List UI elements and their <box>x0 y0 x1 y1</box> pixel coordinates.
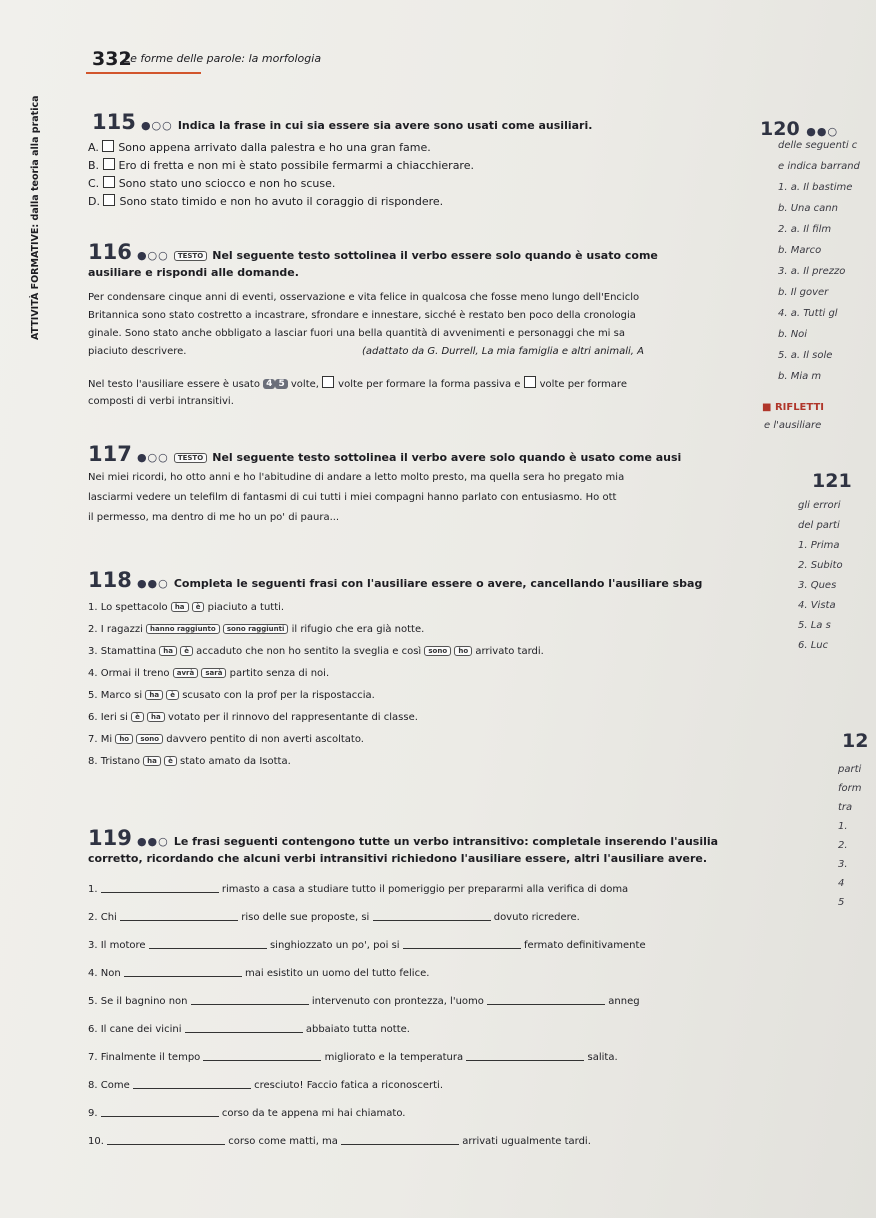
checkbox-b[interactable] <box>103 158 115 170</box>
auxiliary-option[interactable]: sarà <box>201 668 226 678</box>
question-116-cont: composti di verbi intransitivi. <box>88 396 234 407</box>
sentence-item: 6. Ieri si è ha votato per il rinnovo del rappresentante di classe. <box>88 712 418 723</box>
testo-tag: TESTO <box>174 251 207 261</box>
cropped-text-line: delle seguenti c <box>778 140 858 151</box>
header-rule <box>86 72 201 74</box>
auxiliary-option[interactable]: ha <box>159 646 177 656</box>
answer-blank[interactable] <box>185 1022 303 1033</box>
text-line: ginale. Sono stato anche obbligato a lasciar fuori una bella quantità di avvenimenti e personaggi che mi sa <box>88 328 625 339</box>
exercise-117-header: 117 ●○○ TESTO Nel seguente testo sottolinea il verbo avere solo quando è usato come ausi <box>88 442 682 466</box>
answer-box-empty[interactable] <box>524 376 536 388</box>
text-line: Nei miei ricordi, ho otto anni e ho l'abitudine di andare a letto molto presto, ma quella sera ho pregato mia <box>88 472 625 483</box>
cropped-text-line: b. Mia m <box>778 371 822 382</box>
cropped-text-line: del parti <box>798 520 840 531</box>
checkbox-d[interactable] <box>103 194 115 206</box>
cropped-text-line: form <box>838 783 862 794</box>
auxiliary-option[interactable]: è <box>164 756 177 766</box>
sentence-item: 8. Come cresciuto! Faccio fatica a riconoscerti. <box>88 1080 444 1091</box>
cropped-text-line: e indica barrand <box>778 161 860 172</box>
answer-blank[interactable] <box>101 1106 219 1117</box>
auxiliary-option[interactable]: sono <box>424 646 451 656</box>
auxiliary-option[interactable]: ho <box>115 734 133 744</box>
exercise-119-header: 119 ●●○ Le frasi seguenti contengono tutte un verbo intransitivo: completale inserendo l'ausilia <box>88 826 719 850</box>
answer-blank[interactable] <box>191 994 309 1005</box>
page-title: Le forme delle parole: la morfologia <box>124 52 322 65</box>
side-label: ATTIVITÀ FORMATIVE: dalla teoria alla pratica <box>30 95 41 340</box>
sentence-item: 6. Il cane dei vicini abbaiato tutta notte. <box>88 1024 410 1035</box>
sentence-item: 1. Lo spettacolo ha è piaciuto a tutti. <box>88 602 285 613</box>
answer-blank[interactable] <box>107 1134 225 1145</box>
rifletti-label: ■ RIFLETTI <box>762 402 824 413</box>
auxiliary-option[interactable]: avrà <box>173 668 198 678</box>
answer-blank[interactable] <box>487 994 605 1005</box>
auxiliary-option[interactable]: è <box>192 602 205 612</box>
sentence-item: 7. Finalmente il tempo migliorato e la temperatura salita. <box>88 1052 618 1063</box>
cropped-text-line: gli errori <box>798 500 841 511</box>
auxiliary-option[interactable]: ha <box>145 690 163 700</box>
exercise-118-header: 118 ●●○ Completa le seguenti frasi con l'ausiliare essere o avere, cancellando l'ausiliare sbag <box>88 568 703 592</box>
cropped-text-line: 4. a. Tutti gl <box>778 308 838 319</box>
cropped-text-line: b. Marco <box>778 245 822 256</box>
page-number: 332 <box>92 48 132 70</box>
answer-blank[interactable] <box>101 882 219 893</box>
auxiliary-option[interactable]: sono raggiunti <box>223 624 289 634</box>
cropped-text-line: 3. Ques <box>798 580 837 591</box>
cropped-text-line: 6. Luc <box>798 640 829 651</box>
sentence-item: 2. Chi riso delle sue proposte, si dovuto ricredere. <box>88 912 580 923</box>
sentence-item: 2. I ragazzi hanno raggiunto sono raggiunti il rifugio che era già notte. <box>88 624 425 635</box>
cropped-text-line: tra <box>838 802 853 813</box>
text-line: lasciarmi vedere un telefilm di fantasmi di cui tutti i miei compagni hanno parlato con entusiasmo. Ho ott <box>88 492 617 503</box>
option-c: C. Sono stato uno sciocco e non ho scuse. <box>88 177 336 190</box>
cropped-text-line: 3. a. Il prezzo <box>778 266 846 277</box>
question-116: Nel testo l'ausiliare essere è usato 4 5 volte, volte per formare la forma passiva e volte per formare <box>88 376 627 390</box>
cropped-text-line: 1. Prima <box>798 540 840 551</box>
cropped-text-line: 2. Subito <box>798 560 843 571</box>
exercise-121-number: 121 <box>812 470 852 492</box>
option-d: D. Sono stato timido e non ho avuto il coraggio di rispondere. <box>88 195 444 208</box>
auxiliary-option[interactable]: sono <box>136 734 163 744</box>
sentence-item: 5. Marco si ha è scusato con la prof per la rispostaccia. <box>88 690 375 701</box>
auxiliary-option[interactable]: ha <box>147 712 165 722</box>
exercise-120-number: 120 ●●○ <box>760 118 839 140</box>
answer-blank[interactable] <box>133 1078 251 1089</box>
sentence-item: 9. corso da te appena mi hai chiamato. <box>88 1108 406 1119</box>
cropped-text-line: 1. a. Il bastime <box>778 182 853 193</box>
difficulty-dots: ●○○ <box>140 119 173 132</box>
auxiliary-option[interactable]: è <box>180 646 193 656</box>
testo-tag: TESTO <box>174 453 207 463</box>
sentence-item: 3. Il motore singhiozzato un po', poi si fermato definitivamente <box>88 940 646 951</box>
answer-box[interactable]: 4 <box>263 379 275 389</box>
answer-blank[interactable] <box>203 1050 321 1061</box>
sentence-item: 4. Ormai il treno avrà sarà partito senza di noi. <box>88 668 330 679</box>
auxiliary-option[interactable]: ho <box>454 646 472 656</box>
answer-box-empty[interactable] <box>322 376 334 388</box>
cropped-text-line: 2. <box>838 840 848 851</box>
cropped-text-line: 5. La s <box>798 620 831 631</box>
cropped-text-line: 4 <box>838 878 845 889</box>
answer-blank[interactable] <box>124 966 242 977</box>
exercise-119-instruction-cont: corretto, ricordando che alcuni verbi intransitivi richiedono l'ausiliare essere, altri l'ausiliare avere. <box>88 852 708 865</box>
sentence-item: 8. Tristano ha è stato amato da Isotta. <box>88 756 291 767</box>
exercise-116-header: 116 ●○○ TESTO Nel seguente testo sottolinea il verbo essere solo quando è usato come <box>88 240 658 264</box>
cropped-text-line: parti <box>838 764 862 775</box>
answer-blank[interactable] <box>341 1134 459 1145</box>
sentence-item: 10. corso come matti, ma arrivati ugualmente tardi. <box>88 1136 591 1147</box>
text-line: piaciuto descrivere. <box>88 346 187 357</box>
answer-blank[interactable] <box>120 910 238 921</box>
cropped-text-line: b. Una cann <box>778 203 838 214</box>
auxiliary-option[interactable]: ha <box>143 756 161 766</box>
auxiliary-option[interactable]: hanno raggiunto <box>146 624 220 634</box>
cropped-text-line: 2. a. Il film <box>778 224 832 235</box>
option-a: A. Sono appena arrivato dalla palestra e ho una gran fame. <box>88 141 431 154</box>
exercise-116-instruction-cont: ausiliare e rispondi alle domande. <box>88 266 299 279</box>
auxiliary-option[interactable]: è <box>166 690 179 700</box>
cropped-text-line: 4. Vista <box>798 600 836 611</box>
option-b: B. Ero di fretta e non mi è stato possibile fermarmi a chiacchierare. <box>88 159 474 172</box>
cropped-text-line: 5 <box>838 897 845 908</box>
sentence-item: 7. Mi ho sono davvero pentito di non averti ascoltato. <box>88 734 364 745</box>
sentence-item: 1. rimasto a casa a studiare tutto il pomeriggio per prepararmi alla verifica di doma <box>88 884 629 895</box>
answer-blank[interactable] <box>149 938 267 949</box>
cropped-text-line: 3. <box>838 859 848 870</box>
rifletti-sub: e l'ausiliare <box>764 420 822 431</box>
text-line: Britannica sono stato costretto a incastrare, sfrondare e innestare, sicché è restato ben poco della cronologia <box>88 310 636 321</box>
source-citation: (adattato da G. Durrell, La mia famiglia e altri animali, A <box>362 346 644 357</box>
auxiliary-option[interactable]: ha <box>171 602 189 612</box>
cropped-text-line: b. Noi <box>778 329 808 340</box>
exercise-122-number: 12 <box>842 730 869 752</box>
answer-blank[interactable] <box>466 1050 584 1061</box>
exercise-115-header <box>92 110 592 134</box>
answer-blank[interactable] <box>373 910 491 921</box>
checkbox-c[interactable] <box>103 176 115 188</box>
sentence-item: 3. Stamattina ha è accaduto che non ho sentito la sveglia e così sono ho arrivato tardi. <box>88 646 544 657</box>
text-line: il permesso, ma dentro di me ho un po' di paura... <box>88 512 340 523</box>
answer-blank[interactable] <box>403 938 521 949</box>
sentence-item: 4. Non mai esistito un uomo del tutto felice. <box>88 968 430 979</box>
exercise-instruction: Indica la frase in cui sia essere sia avere sono usati come ausiliari. <box>177 119 593 132</box>
answer-box[interactable]: 5 <box>275 379 287 389</box>
text-line: Per condensare cinque anni di eventi, osservazione e vita felice in qualcosa che fosse meno lungo dell'Enciclo <box>88 292 640 303</box>
exercise-number: 115 <box>92 110 136 134</box>
checkbox-a[interactable] <box>102 140 114 152</box>
sentence-item: 5. Se il bagnino non intervenuto con prontezza, l'uomo anneg <box>88 996 640 1007</box>
auxiliary-option[interactable]: è <box>131 712 144 722</box>
cropped-text-line: 1. <box>838 821 848 832</box>
cropped-text-line: b. Il gover <box>778 287 829 298</box>
cropped-text-line: 5. a. Il sole <box>778 350 833 361</box>
